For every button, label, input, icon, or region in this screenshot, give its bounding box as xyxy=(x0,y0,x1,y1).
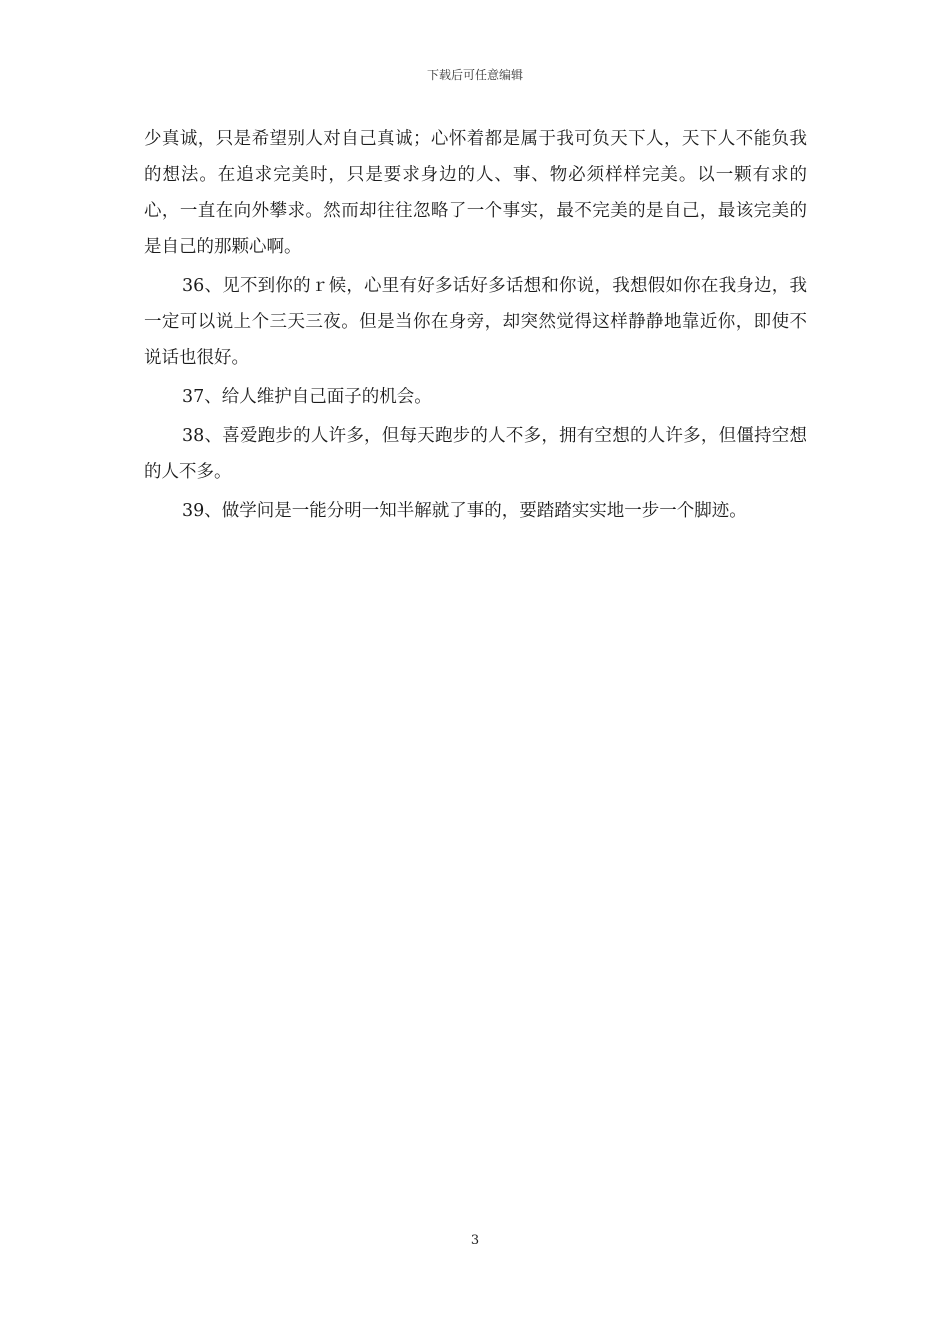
document-body xyxy=(144,121,807,532)
paragraph-39: 39、做学问是一能分明一知半解就了事的，要踏踏实实地一步一个脚迹。 xyxy=(182,501,747,521)
page-header: 下载后可任意编辑 xyxy=(426,68,523,82)
paragraph-36: 36、见不到你的ｒ候，心里有好多话好多话想和你说，我想假如你在我身边，我一定可以说上个三天三夜。但是当你在身旁，却突然觉得这样静静地靠近你，即使不说话也很好。 xyxy=(144,276,807,368)
paragraph-37: 37、给人维护自己面子的机会。 xyxy=(182,387,432,407)
paragraph-38: 38、喜爱跑步的人许多，但每天跑步的人不多，拥有空想的人许多，但僵持空想的人不多。 xyxy=(144,426,807,482)
paragraph-continuation: 少真诚，只是希望别人对自己真诚；心怀着都是属于我可负天下人，天下人不能负我的想法。在追求完美时，只是要求身边的人、事、物必须样样完美。以一颗有求的心，一直在向外攀求。然而却往往忽略了一个事实，最不完美的是自己，最该完美的是自己的那颗心啊。 xyxy=(144,129,807,257)
page-number: 3 xyxy=(470,1233,480,1248)
